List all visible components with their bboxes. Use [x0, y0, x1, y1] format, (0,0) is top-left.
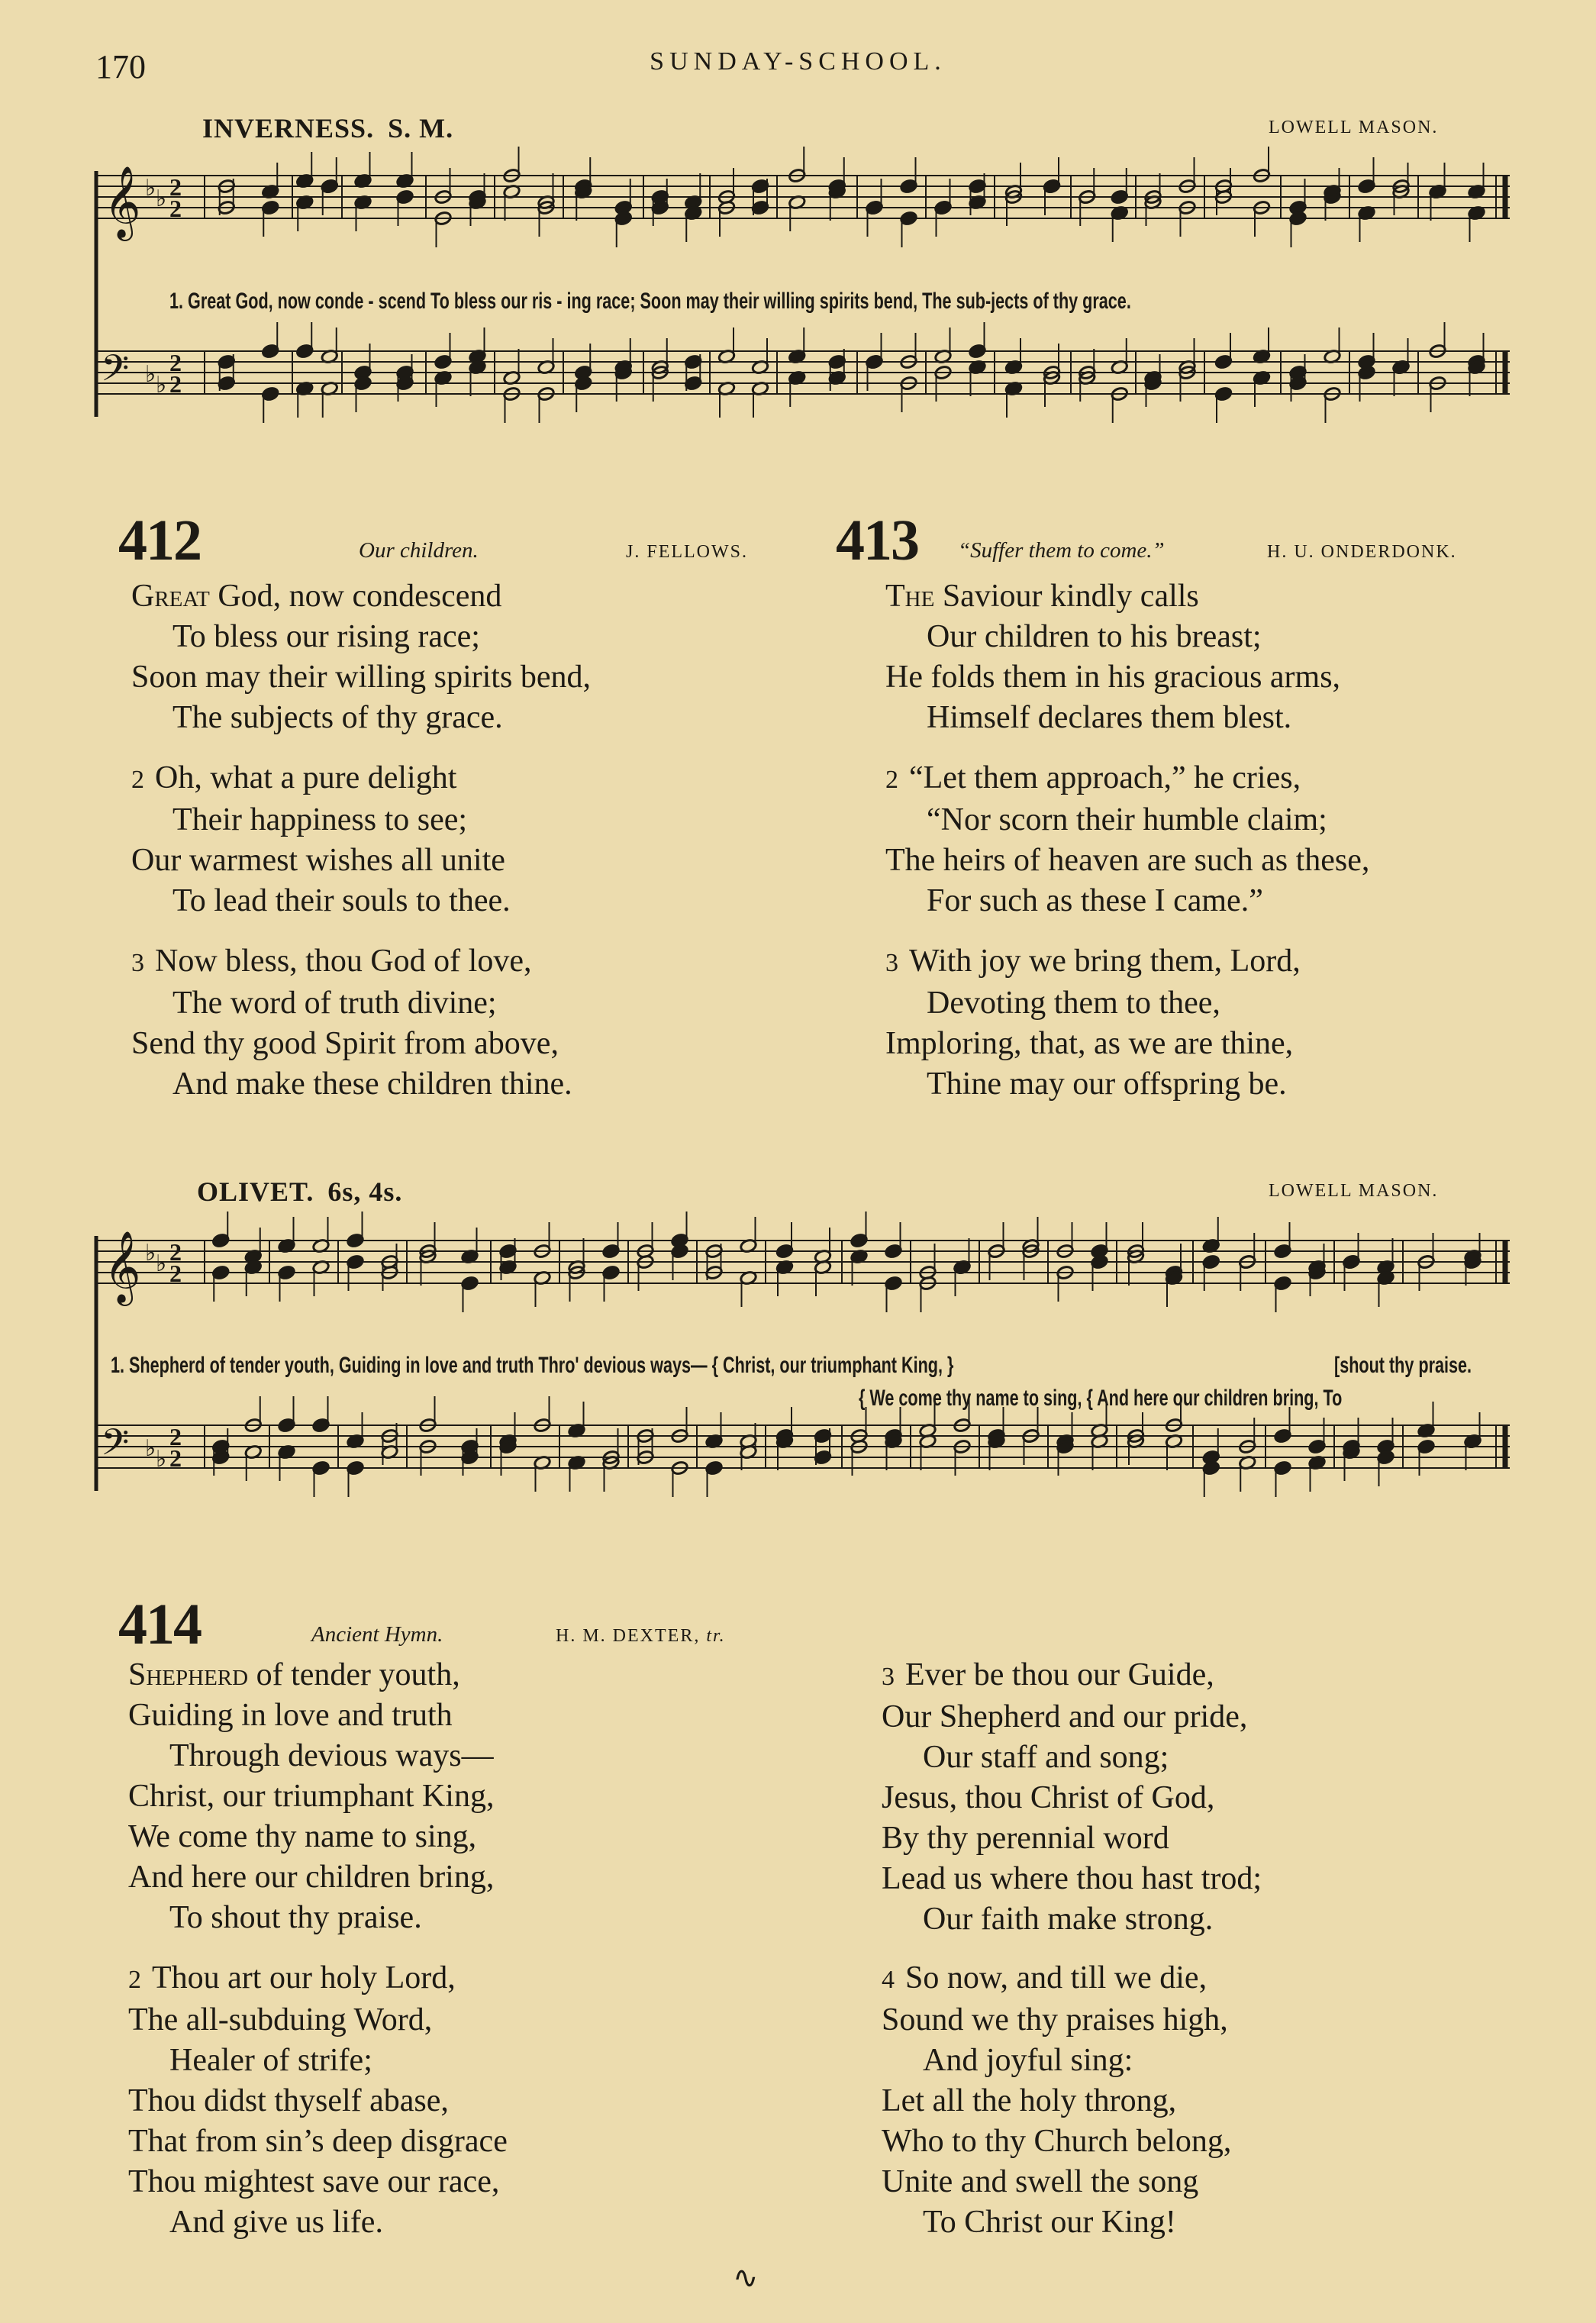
- page-number: 170: [95, 48, 146, 85]
- stanza-414-3: 3 Ever be thou our Guide, Our Shepherd and our pride, Our staff and song; Jesus, thou Christ of God, By thy perennial word Lead us where thou hast trod; Our faith make strong.: [882, 1657, 1262, 1937]
- flat-icon: ♭: [145, 1436, 156, 1461]
- lyric-underlay-top: 1. Shepherd of tender youth, Guiding in love and truth Thro' devious ways— { Christ, our triumphant King, }: [111, 1353, 954, 1378]
- lyric-underlay: 1. Great God, now conde - scend To bless our ris - ing race; Soon may their willing spirits bend, The sub-jects of thy grace.: [169, 289, 1131, 314]
- stanza-412-3: 3 Now bless, thou God of love, The word of truth divine; Send thy good Spirit from above, And make these children thine.: [131, 944, 572, 1102]
- stanza-413-2: 2 “Let them approach,” he cries, “Nor scorn their humble claim; The heirs of heaven are such as these, For such as these I came.”: [885, 760, 1370, 918]
- bass-clef-icon: 𝄢: [101, 347, 130, 398]
- flat-icon: ♭: [156, 1251, 167, 1276]
- flat-icon: ♭: [156, 373, 167, 398]
- stanza-414-4: 4 So now, and till we die, Sound we thy praises high, And joyful sing: Let all the holy throng, Who to thy Church belong, Unite and swell the song To Christ our King!: [882, 1960, 1232, 2240]
- time-signature-icon: 2: [169, 195, 182, 222]
- stanza-414-2: 2 Thou art our holy Lord, The all-subduing Word, Healer of strife; Thou didst thyself abase, That from sin’s deep disgrace Thou mightest save our race, And give us life.: [128, 1960, 508, 2240]
- tune-meter: S. M.: [388, 113, 454, 144]
- hymn-author: H. M. DEXTER, tr.: [556, 1626, 726, 1646]
- tune-title-olivet: [197, 1176, 402, 1208]
- hymn-author: J. FELLOWS.: [626, 542, 748, 562]
- time-signature-icon: 2: [169, 1423, 182, 1450]
- time-signature-icon: 2: [169, 349, 182, 376]
- tune-title-inverness: [202, 112, 453, 144]
- tune-name: OLIVET.: [197, 1176, 314, 1207]
- stanza-412-1: Great God, now condescend To bless our rising race; Soon may their willing spirits bend, The subjects of thy grace.: [131, 579, 591, 735]
- time-signature-icon: 2: [169, 370, 182, 398]
- time-signature-icon: 2: [169, 1260, 182, 1287]
- flat-icon: ♭: [156, 186, 167, 211]
- hymn-number: 413: [836, 508, 918, 573]
- tune-composer: LOWELL MASON.: [1269, 118, 1439, 137]
- flat-icon: ♭: [145, 362, 156, 387]
- music-staff-inverness: [90, 145, 1517, 489]
- flat-icon: ♭: [145, 176, 156, 201]
- tune-meter: 6s, 4s.: [327, 1176, 403, 1207]
- flat-icon: ♭: [145, 1241, 156, 1266]
- tune-name: INVERNESS.: [202, 113, 375, 144]
- tune-composer: LOWELL MASON.: [1269, 1181, 1439, 1201]
- stanza-413-1: The Saviour kindly calls Our children to his breast; He folds them in his gracious arms, Himself declares them blest.: [885, 579, 1341, 735]
- stanza-412-2: 2 Oh, what a pure delight Their happiness to see; Our warmest wishes all unite To lead their souls to thee.: [131, 760, 511, 918]
- time-signature-icon: 2: [169, 173, 182, 201]
- hymn-number: 414: [118, 1592, 201, 1657]
- hymn-header-414: [118, 1592, 201, 1658]
- tailpiece-ornament-icon: ∿: [733, 2260, 759, 2295]
- hymn-header-413: [836, 508, 918, 574]
- lyric-underlay-bottom: { We come thy name to sing, { And here our children bring, To: [859, 1386, 1343, 1411]
- stanza-lead: Great: [131, 579, 210, 614]
- stanza-414-1: Shepherd of tender youth, Guiding in love and truth Through devious ways— Christ, our triumphant King, We come thy name to sing, And here our children bring, To shout thy praise.: [128, 1657, 495, 1935]
- bass-clef-icon: 𝄢: [101, 1421, 130, 1473]
- hymn-author: H. U. ONDERDONK.: [1267, 542, 1457, 562]
- lyric-underlay-top-right: [shout thy praise.: [1334, 1353, 1472, 1378]
- time-signature-icon: 2: [169, 1444, 182, 1472]
- hymn-title: “Suffer them to come.”: [958, 538, 1165, 563]
- treble-clef-icon: 𝄞: [104, 166, 141, 238]
- time-signature-icon: 2: [169, 1238, 182, 1266]
- stanza-lead: Shepherd: [128, 1657, 249, 1692]
- hymn-header-412: [118, 508, 201, 574]
- flat-icon: ♭: [156, 1447, 167, 1472]
- hymn-title: Our children.: [359, 538, 479, 563]
- stanza-lead: The: [885, 579, 935, 614]
- hymn-title: Ancient Hymn.: [311, 1622, 443, 1647]
- treble-clef-icon: 𝄞: [104, 1231, 141, 1303]
- stanza-413-3: 3 With joy we bring them, Lord, Devoting them to thee, Imploring, that, as we are thine, Thine may our offspring be.: [885, 944, 1301, 1102]
- running-title: SUNDAY-SCHOOL.: [650, 47, 946, 76]
- hymn-number: 412: [118, 508, 201, 573]
